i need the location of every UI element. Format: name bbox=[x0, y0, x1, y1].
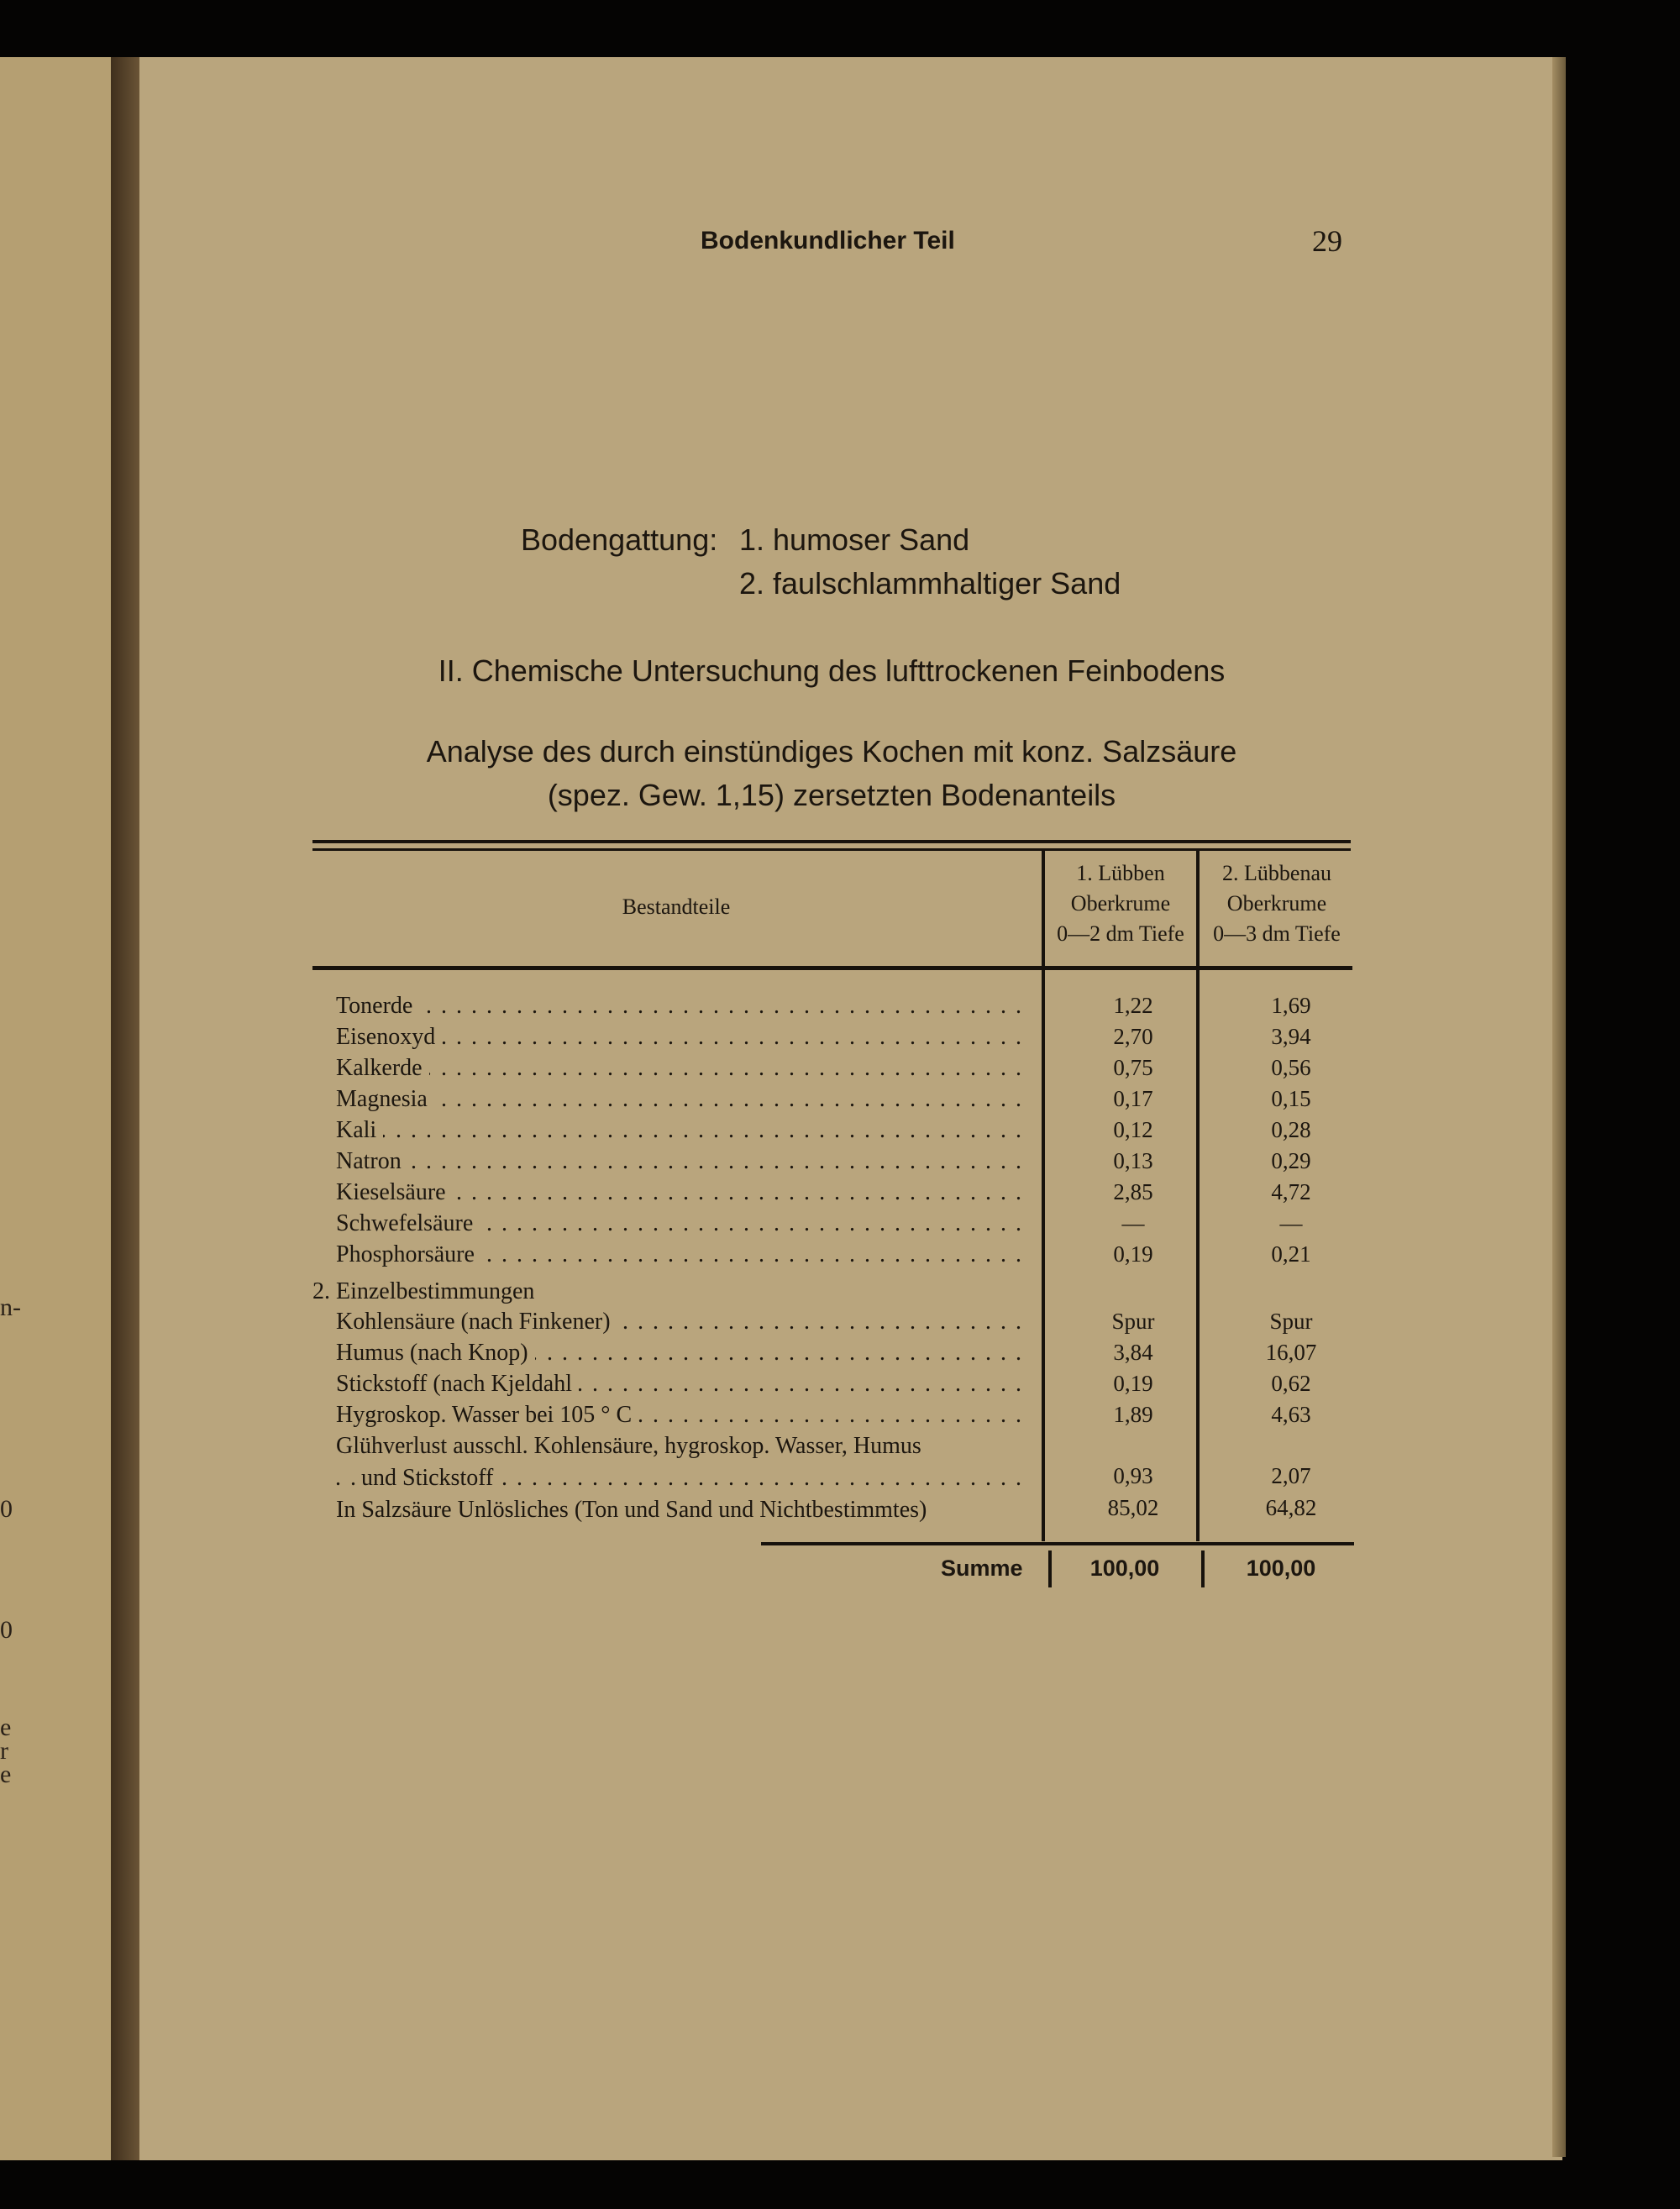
summe-label: Summe bbox=[941, 1556, 1023, 1581]
table-cell-value: 0,21 bbox=[1271, 1241, 1311, 1267]
table-row-label bbox=[336, 1402, 1023, 1429]
column-divider-1 bbox=[1042, 851, 1045, 1541]
table-cell-value: 3,84 bbox=[1113, 1340, 1153, 1365]
page-number: 29 bbox=[1312, 224, 1342, 258]
table-cell-value: 0,15 bbox=[1271, 1086, 1311, 1111]
summe-rule bbox=[761, 1542, 1354, 1545]
left-page-fragment: 0 bbox=[0, 1495, 13, 1523]
column-header-line: 0—3 dm Tiefe bbox=[1213, 921, 1341, 946]
table-cell-value: Spur bbox=[1269, 1309, 1313, 1334]
table-row-label bbox=[336, 1340, 1023, 1367]
left-page-fragment: e bbox=[0, 1713, 12, 1741]
column-header-line: 0—2 dm Tiefe bbox=[1057, 921, 1184, 946]
left-page-fragment: n- bbox=[0, 1293, 21, 1321]
gluehverlust-line-2-text: und Stickstoff bbox=[361, 1465, 500, 1491]
unloesliches-value-1: 85,02 bbox=[1107, 1495, 1159, 1520]
column-divider-2 bbox=[1196, 851, 1200, 1541]
table-row-label-text: Hygroskop. Wasser bei 105 ° C bbox=[336, 1402, 638, 1428]
column-header-luebbenau bbox=[1200, 858, 1354, 949]
table-row-label-text: Kali bbox=[336, 1117, 383, 1143]
table-row-label-text: Natron bbox=[336, 1148, 408, 1174]
summe-value-1: 100,00 bbox=[1089, 1556, 1160, 1581]
table-row-label bbox=[336, 1309, 1023, 1335]
column-header-bestandteile: Bestandteile bbox=[622, 895, 731, 919]
table-cell-value: 0,28 bbox=[1271, 1117, 1311, 1142]
bodengattung-label: Bodengattung: bbox=[521, 522, 718, 557]
summe-value-2: 100,00 bbox=[1246, 1556, 1316, 1581]
unloesliches-value-2: 64,82 bbox=[1265, 1495, 1317, 1520]
table-row-label-text: Stickstoff (nach Kjeldahl bbox=[336, 1371, 579, 1397]
table-cell-value: 3,94 bbox=[1271, 1024, 1311, 1049]
table-cell-value: — bbox=[1121, 1210, 1145, 1236]
book-gutter bbox=[111, 57, 139, 2160]
table-row-label bbox=[336, 1024, 1023, 1051]
table-top-rule bbox=[312, 840, 1351, 843]
analysis-title-line-1: Analyse des durch einstündiges Kochen mit konz. Salzsäure bbox=[426, 734, 1237, 769]
unloesliches-label-text: In Salzsäure Unlösliches (Ton und Sand und Nichtbestimmtes) bbox=[336, 1497, 933, 1523]
column-header-luebben bbox=[1045, 858, 1196, 949]
table-row-label bbox=[336, 1179, 1023, 1206]
section2-title bbox=[312, 1278, 1035, 1305]
left-page-fragment: r bbox=[0, 1737, 8, 1765]
table-cell-value: 0,62 bbox=[1271, 1371, 1311, 1396]
left-page-edge bbox=[0, 57, 111, 2160]
section2-title-text: 2. Einzelbestimmungen bbox=[312, 1278, 541, 1304]
gluehverlust-value-1: 0,93 bbox=[1113, 1463, 1153, 1488]
table-row-label bbox=[336, 1117, 1023, 1144]
bodengattung-item-1: 1. humoser Sand bbox=[739, 522, 970, 557]
table-row-label-text: Eisenoxyd bbox=[336, 1024, 442, 1050]
left-page-fragment: 0 bbox=[0, 1616, 13, 1644]
table-row-label-text: Tonerde bbox=[336, 993, 419, 1019]
column-header-line: Oberkrume bbox=[1070, 891, 1171, 916]
table-cell-value: 2,85 bbox=[1113, 1179, 1153, 1204]
table-row-label bbox=[336, 1371, 1023, 1398]
table-row-label bbox=[336, 1055, 1023, 1082]
table-top-rule-2 bbox=[312, 848, 1351, 851]
column-header-line: Oberkrume bbox=[1226, 891, 1327, 916]
table-row-label-text: Kohlensäure (nach Finkener) bbox=[336, 1309, 617, 1335]
column-header-line: 2. Lübbenau bbox=[1222, 861, 1331, 885]
table-row-label-text: Kieselsäure bbox=[336, 1179, 453, 1205]
table-row-label bbox=[336, 993, 1023, 1020]
table-cell-value: — bbox=[1279, 1210, 1303, 1236]
table-cell-value: 1,89 bbox=[1113, 1402, 1153, 1427]
running-head: Bodenkundlicher Teil bbox=[701, 227, 955, 254]
summe-divider-1 bbox=[1048, 1550, 1052, 1587]
bodengattung-item-2: 2. faulschlammhaltiger Sand bbox=[739, 566, 1121, 601]
table-cell-value: 0,75 bbox=[1113, 1055, 1153, 1080]
table-cell-value: 0,29 bbox=[1271, 1148, 1311, 1173]
page-edge bbox=[1552, 57, 1566, 2157]
table-row-label-text: Humus (nach Knop) bbox=[336, 1340, 535, 1366]
table-cell-value: 4,63 bbox=[1271, 1402, 1311, 1427]
gluehverlust-line-1 bbox=[336, 1433, 1025, 1460]
table-cell-value: 0,17 bbox=[1113, 1086, 1153, 1111]
unloesliches-label bbox=[336, 1497, 1042, 1524]
section-title: II. Chemische Untersuchung des lufttrockenen Feinbodens bbox=[438, 653, 1226, 688]
table-row-label-text: Phosphorsäure bbox=[336, 1241, 481, 1267]
table-row-label bbox=[336, 1241, 1023, 1268]
table-cell-value: 1,22 bbox=[1113, 993, 1153, 1018]
table-cell-value: 16,07 bbox=[1265, 1340, 1317, 1365]
table-cell-value: 1,69 bbox=[1271, 993, 1311, 1018]
left-page-fragment: e bbox=[0, 1760, 12, 1788]
table-cell-value: 0,19 bbox=[1113, 1241, 1153, 1267]
table-row-label bbox=[336, 1148, 1023, 1175]
analysis-title-line-2: (spez. Gew. 1,15) zersetzten Bodenanteils bbox=[547, 778, 1116, 812]
gluehverlust-line-1-text: Glühverlust ausschl. Kohlensäure, hygroskop. Wasser, Humus bbox=[336, 1433, 928, 1459]
table-row-label-text: Kalkerde bbox=[336, 1055, 429, 1081]
table-cell-value: 4,72 bbox=[1271, 1179, 1311, 1204]
summe-divider-2 bbox=[1201, 1550, 1205, 1587]
table-cell-value: Spur bbox=[1111, 1309, 1155, 1334]
table-row-label bbox=[336, 1086, 1023, 1113]
gluehverlust-line-2 bbox=[336, 1465, 1023, 1492]
table-cell-value: 0,19 bbox=[1113, 1371, 1153, 1396]
column-header-line: 1. Lübben bbox=[1076, 861, 1165, 885]
table-row-label bbox=[336, 1210, 1023, 1237]
table-cell-value: 0,12 bbox=[1113, 1117, 1153, 1142]
table-cell-value: 0,13 bbox=[1113, 1148, 1153, 1173]
table-cell-value: 0,56 bbox=[1271, 1055, 1311, 1080]
table-row-label-text: Schwefelsäure bbox=[336, 1210, 480, 1236]
table-row-label-text: Magnesia bbox=[336, 1086, 434, 1112]
gluehverlust-value-2: 2,07 bbox=[1271, 1463, 1311, 1488]
table-cell-value: 2,70 bbox=[1113, 1024, 1153, 1049]
